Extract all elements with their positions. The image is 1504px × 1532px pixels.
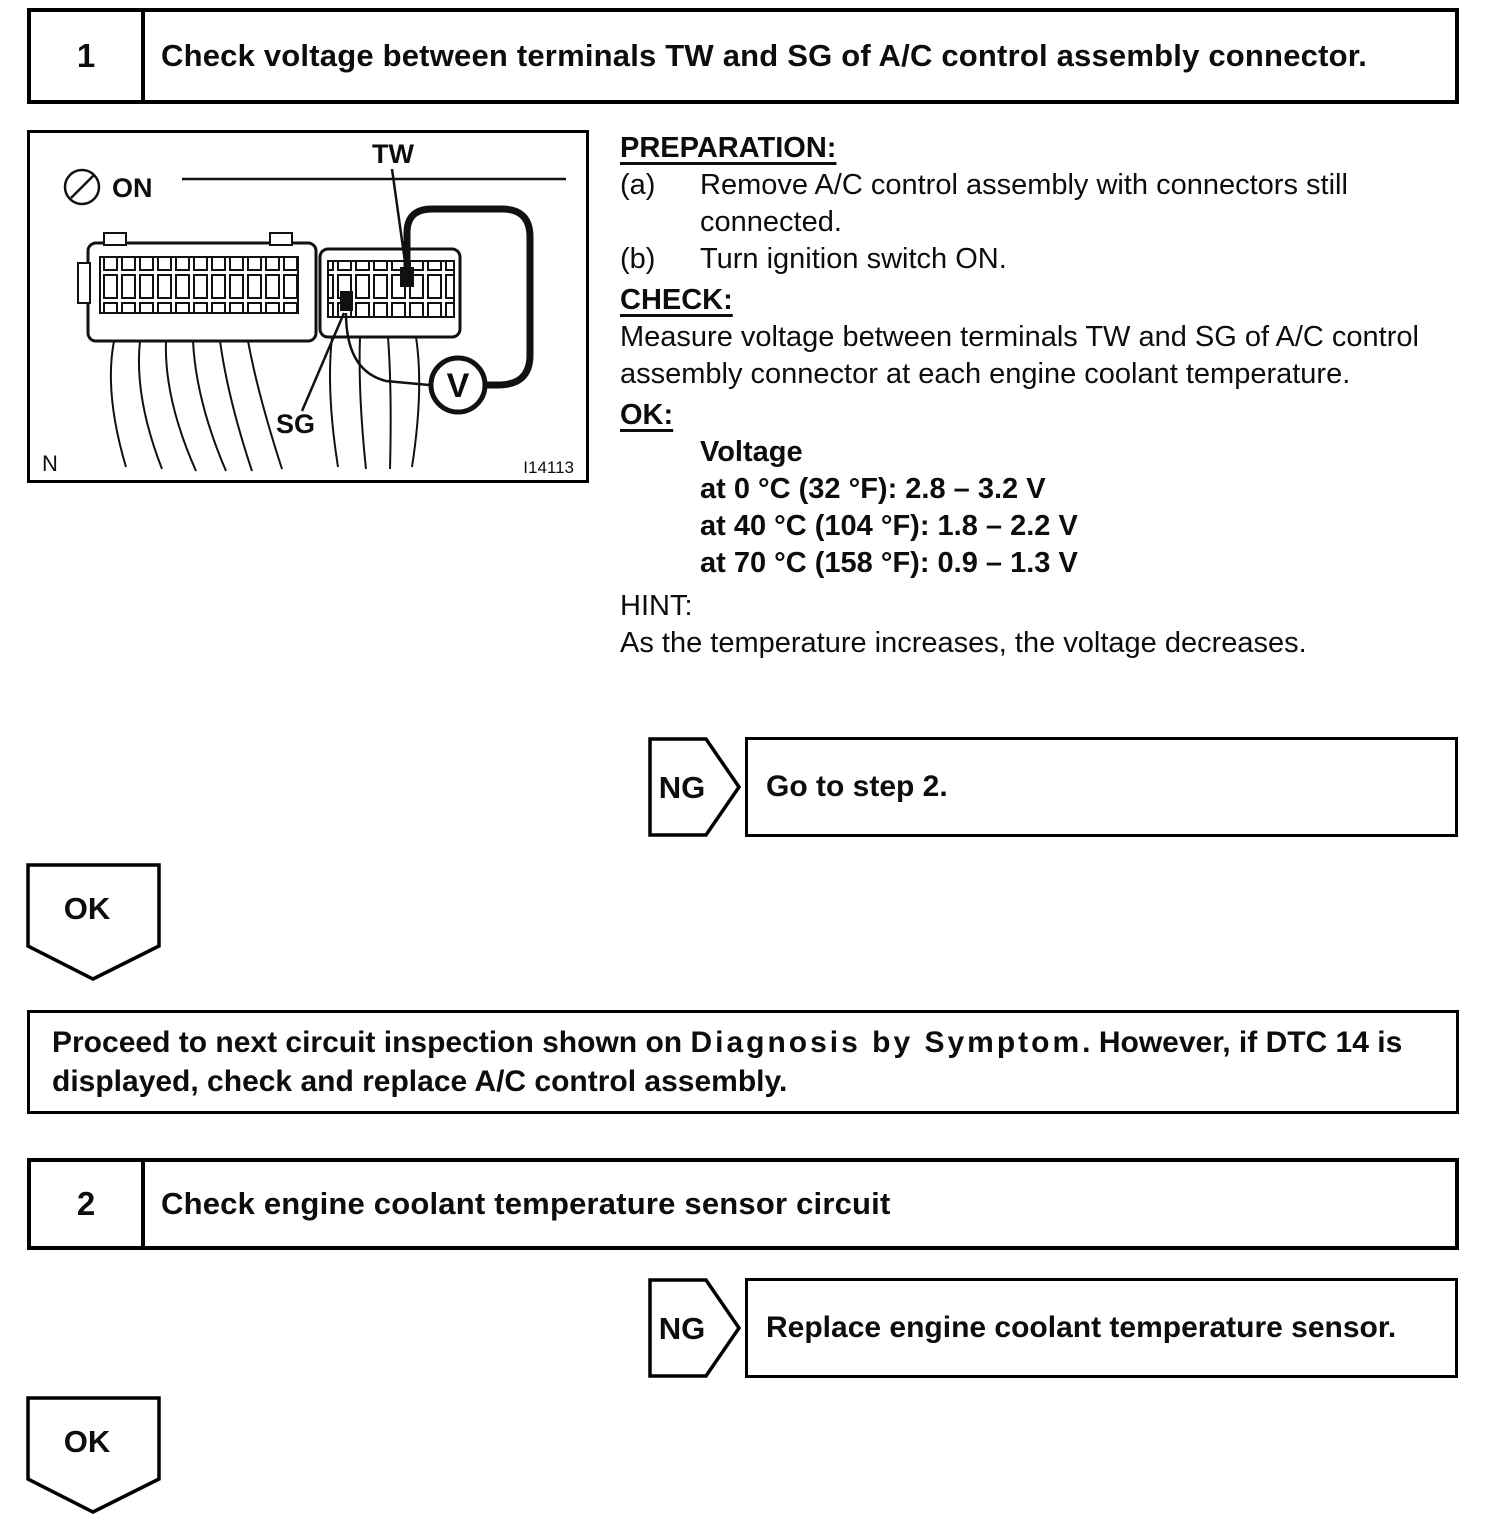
voltage-value: at 70 °C (158 °F): 0.9 – 1.3 V bbox=[700, 547, 1078, 579]
left-connector bbox=[78, 233, 316, 341]
ok-heading: OK: bbox=[620, 399, 674, 431]
preparation-heading: PREPARATION: bbox=[620, 132, 837, 164]
step1-title: Check voltage between terminals TW and SG of A/C control assembly connector. bbox=[161, 38, 1368, 73]
ng-action-box: Go to step 2. bbox=[745, 737, 1458, 837]
voltmeter-label: V bbox=[446, 367, 470, 405]
voltage-value: at 40 °C (104 °F): 1.8 – 2.2 V bbox=[700, 510, 1078, 542]
check-text: Measure voltage between terminals TW and SG of A/C control assembly connector at each engine coolant temperature. bbox=[620, 321, 1419, 390]
voltage-label: Voltage bbox=[700, 436, 803, 468]
instructions bbox=[620, 130, 1465, 662]
voltage-value: at 0 °C (32 °F): 2.8 – 3.2 V bbox=[700, 473, 1046, 505]
voltmeter-icon bbox=[431, 358, 485, 412]
on-label: ON bbox=[112, 173, 153, 203]
item-marker: (b) bbox=[620, 243, 656, 275]
step2-title: Check engine coolant temperature sensor circuit bbox=[161, 1186, 891, 1221]
sg-label: SG bbox=[276, 409, 316, 439]
ignition-key-icon bbox=[65, 170, 99, 204]
ng-action-box: Replace engine coolant temperature sensor. bbox=[745, 1278, 1458, 1378]
ng-flow-step1 bbox=[648, 737, 1458, 837]
connector-diagram bbox=[30, 133, 586, 480]
tw-label: TW bbox=[372, 139, 414, 169]
proceed-text-3: . However, if DTC 14 is displayed, check and replace A/C control assembly. bbox=[52, 1026, 1403, 1098]
ok-flow-step1 bbox=[25, 862, 162, 987]
ok-arrow bbox=[25, 862, 162, 982]
hint-heading: HINT: bbox=[620, 590, 693, 622]
ok-label: OK bbox=[63, 891, 111, 926]
proceed-text-2: Diagnosis by Symptom bbox=[690, 1026, 1083, 1059]
check-heading: CHECK: bbox=[620, 284, 733, 316]
ng-arrow bbox=[648, 737, 743, 837]
sg-terminal bbox=[340, 291, 353, 311]
harness-wires bbox=[111, 337, 419, 471]
hint-text: As the temperature increases, the voltage decreases. bbox=[620, 627, 1307, 659]
item-text: Turn ignition switch ON. bbox=[700, 243, 1007, 275]
ng-label: NG bbox=[658, 1311, 706, 1346]
ok-arrow bbox=[25, 1395, 162, 1515]
tw-terminal bbox=[400, 267, 414, 287]
ok-label: OK bbox=[63, 1424, 111, 1459]
figure-n-label: N bbox=[42, 451, 58, 476]
proceed-box bbox=[27, 1010, 1459, 1114]
figure-code: I14113 bbox=[523, 458, 574, 477]
ng-label: NG bbox=[658, 770, 706, 805]
step1-number: 1 bbox=[31, 12, 145, 100]
proceed-text-1: Proceed to next circuit inspection shown on bbox=[52, 1026, 691, 1059]
ng-arrow bbox=[648, 1278, 743, 1378]
ng-flow-step2 bbox=[648, 1278, 1458, 1378]
list-item bbox=[620, 167, 1465, 241]
step2-header bbox=[27, 1158, 1459, 1250]
step1-header bbox=[27, 8, 1459, 104]
connector-diagram-figure bbox=[27, 130, 589, 483]
item-text: Remove A/C control assembly with connectors still connected. bbox=[700, 169, 1348, 238]
ok-flow-step2 bbox=[25, 1395, 162, 1520]
list-item bbox=[620, 241, 1465, 278]
item-marker: (a) bbox=[620, 169, 656, 201]
step2-number: 2 bbox=[31, 1162, 145, 1246]
